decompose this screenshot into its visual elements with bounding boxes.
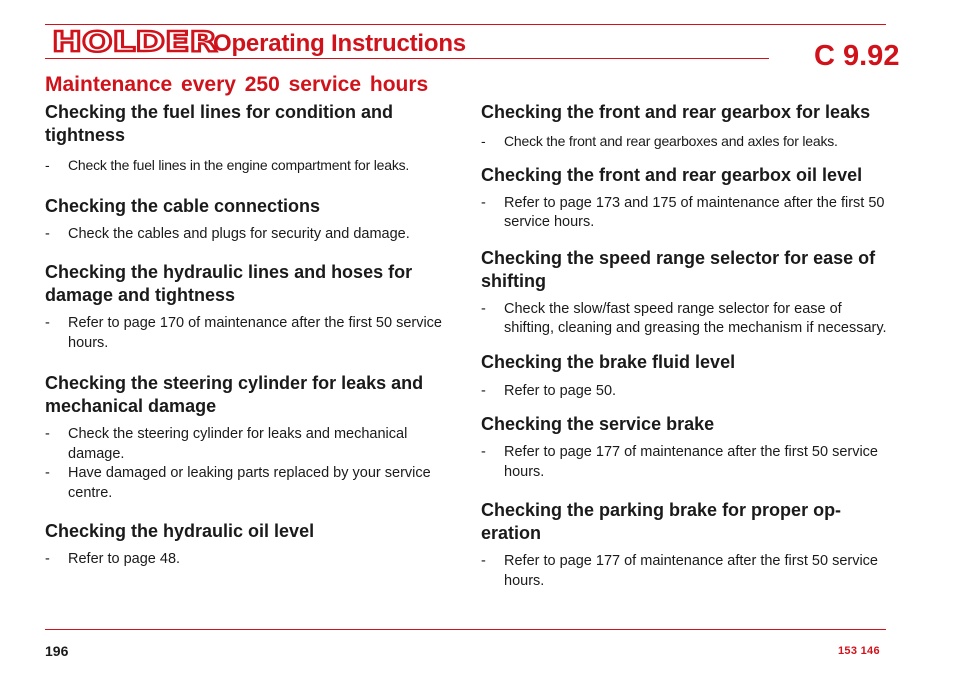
section-gearbox-oil-level [481,164,891,233]
document-title: Operating Instructions [213,30,466,57]
document-reference: 153 146 [838,645,880,657]
section-hydraulic-lines [45,261,455,353]
bullet-item: - Refer to page 170 of maintenance after the first 50 service hours. [45,315,442,351]
bullet-item: - Check the slow/fast speed range selector for ease of shifting, cleaning and greasing the mechanism if necessary. [481,300,887,336]
section-heading: Checking the hydraulic oil level [45,521,315,541]
bullet-item: - Check the front and rear gearboxes and axles for leaks. [481,133,838,149]
bullet-list [481,300,891,339]
section-heading: Checking the front and rear gearbox oil level [481,164,863,185]
bullet-list [45,314,455,353]
bullet-item: - Refer to page 173 and 175 of maintenance after the first 50 service hours. [481,194,885,230]
page-number: 196 [45,643,69,659]
section-service-brake [481,413,891,482]
bullet-item: - Check the fuel lines in the engine compartment for leaks. [45,157,410,173]
bullet-list [481,443,891,482]
section-brake-fluid-level [481,351,891,402]
bullet-list [45,156,455,176]
footer-rule [45,629,886,630]
right-column [481,101,891,591]
section-gearbox-leaks [481,101,891,152]
section-heading: Checking the speed range selector for ease of shifting [481,247,876,291]
section-speed-range-selector [481,247,891,339]
section-heading: Checking the front and rear gearbox for leaks [481,102,871,122]
section-title: Maintenance every 250 service hours [45,73,429,96]
section-hydraulic-oil-level [45,520,455,570]
bullet-item: - Refer to page 177 of maintenance after the first 50 service hours. [481,444,878,480]
section-heading: Checking the steering cylinder for leaks and mechanical damage [45,373,424,416]
bullet-list [45,225,455,245]
section-fuel-lines [45,101,455,176]
section-cable-connections [45,195,455,245]
bullet-list [481,552,891,591]
section-heading: Checking the service brake [481,414,715,434]
bullet-list [481,382,891,402]
bullet-list [45,550,455,570]
bullet-item: - Refer to page 177 of maintenance after the first 50 service hours. [481,553,878,589]
bullet-item: - Refer to page 48. [45,551,181,567]
bullet-list [481,132,891,152]
section-heading: Checking the fuel lines for condition and tightness [45,102,394,145]
section-heading: Checking the parking brake for proper op-eration [481,500,842,543]
header-rule [45,58,769,59]
bullet-item: - Check the steering cylinder for leaks and mechanical damage. [45,426,408,462]
section-heading: Checking the hydraulic lines and hoses for damage and tightness [45,262,413,305]
chapter-code: C 9.92 [814,40,900,72]
holder-logo: HOLDER [52,25,218,58]
section-heading: Checking the brake fluid level [481,351,736,372]
bullet-item: - Have damaged or leaking parts replaced by your service centre. [45,465,431,501]
left-column [45,101,455,570]
section-parking-brake [481,499,891,591]
bullet-list [45,425,455,503]
bullet-item: - Refer to page 50. [481,382,617,399]
bullet-list [481,194,891,233]
section-steering-cylinder [45,372,455,503]
section-heading: Checking the cable connections [45,195,321,216]
bullet-item: - Check the cables and plugs for security and damage. [45,225,410,242]
